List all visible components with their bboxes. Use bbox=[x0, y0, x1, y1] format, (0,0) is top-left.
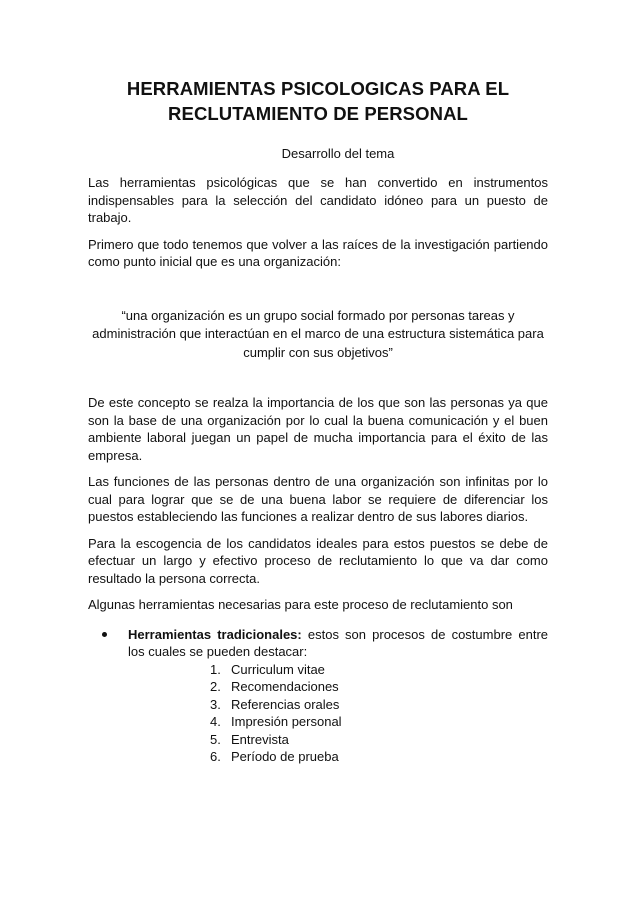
list-text: Impresión personal bbox=[231, 714, 342, 729]
list-item bbox=[210, 748, 548, 766]
paragraph-3: De este concepto se realza la importancia de los que son las personas ya que son la base de una organización por lo cual la buena comunicación y el buen ambiente laboral juegan un papel de mucha importancia para el éxito de las empresa. bbox=[88, 395, 548, 463]
paragraph-5: Para la escogencia de los candidatos ideales para estos puestos se debe de efectuar un largo y efectivo proceso de reclutamiento lo que va dar como resultado la persona correcta. bbox=[88, 535, 548, 586]
list-item bbox=[210, 696, 548, 714]
list-item bbox=[210, 731, 548, 749]
list-number: 4. bbox=[210, 714, 221, 729]
list-number: 6. bbox=[210, 749, 221, 764]
list-number: 2. bbox=[210, 679, 221, 694]
list-text: Curriculum vitae bbox=[231, 661, 325, 677]
numbered-list bbox=[88, 661, 548, 766]
list-item bbox=[210, 661, 548, 679]
bullet-icon bbox=[102, 632, 107, 637]
paragraph-2: Primero que todo tenemos que volver a las raíces de la investigación partiendo como punto inicial que es una organización: bbox=[88, 236, 548, 269]
title-line-1: HERRAMIENTAS PSICOLOGICAS PARA EL bbox=[126, 78, 510, 99]
list-text: Período de prueba bbox=[231, 749, 339, 764]
paragraph-4: Las funciones de las personas dentro de una organización son infinitas por lo cual para lograr que se de una buena labor se requiere de diferenciar los puestos estableciendo las funciones a realizar dentro de sus labores diarios. bbox=[88, 474, 548, 524]
section-subtitle: Desarrollo del tema bbox=[281, 146, 395, 161]
list-item bbox=[210, 713, 548, 731]
list-item bbox=[210, 678, 548, 696]
list-number: 1. bbox=[210, 661, 221, 677]
list-text: Referencias orales bbox=[231, 696, 340, 712]
bullet-heading: Herramientas tradicionales: bbox=[128, 626, 302, 642]
document-page bbox=[88, 76, 548, 766]
definition-quote: “una organización es un grupo social formado por personas tareas y administración que interactúan en el marco de una estructura sistemática para cumplir con sus objetivos” bbox=[92, 307, 544, 360]
title-line-2: RECLUTAMIENTO DE PERSONAL bbox=[168, 103, 468, 124]
bullet-text: estos son procesos de costumbre entre los cuales se pueden destacar: bbox=[128, 626, 549, 659]
bullet-item-traditional-tools bbox=[88, 626, 548, 661]
list-text: Recomendaciones bbox=[231, 679, 339, 694]
document-title bbox=[88, 76, 548, 126]
paragraph-1: Las herramientas psicológicas que se han convertido en instrumentos indispensables para la selección del candidato idóneo para un puesto de trabajo. bbox=[88, 175, 548, 225]
list-number: 3. bbox=[210, 696, 221, 712]
list-text: Entrevista bbox=[231, 731, 289, 747]
paragraph-6: Algunas herramientas necesarias para este proceso de reclutamiento son bbox=[88, 597, 513, 612]
list-number: 5. bbox=[210, 731, 221, 747]
